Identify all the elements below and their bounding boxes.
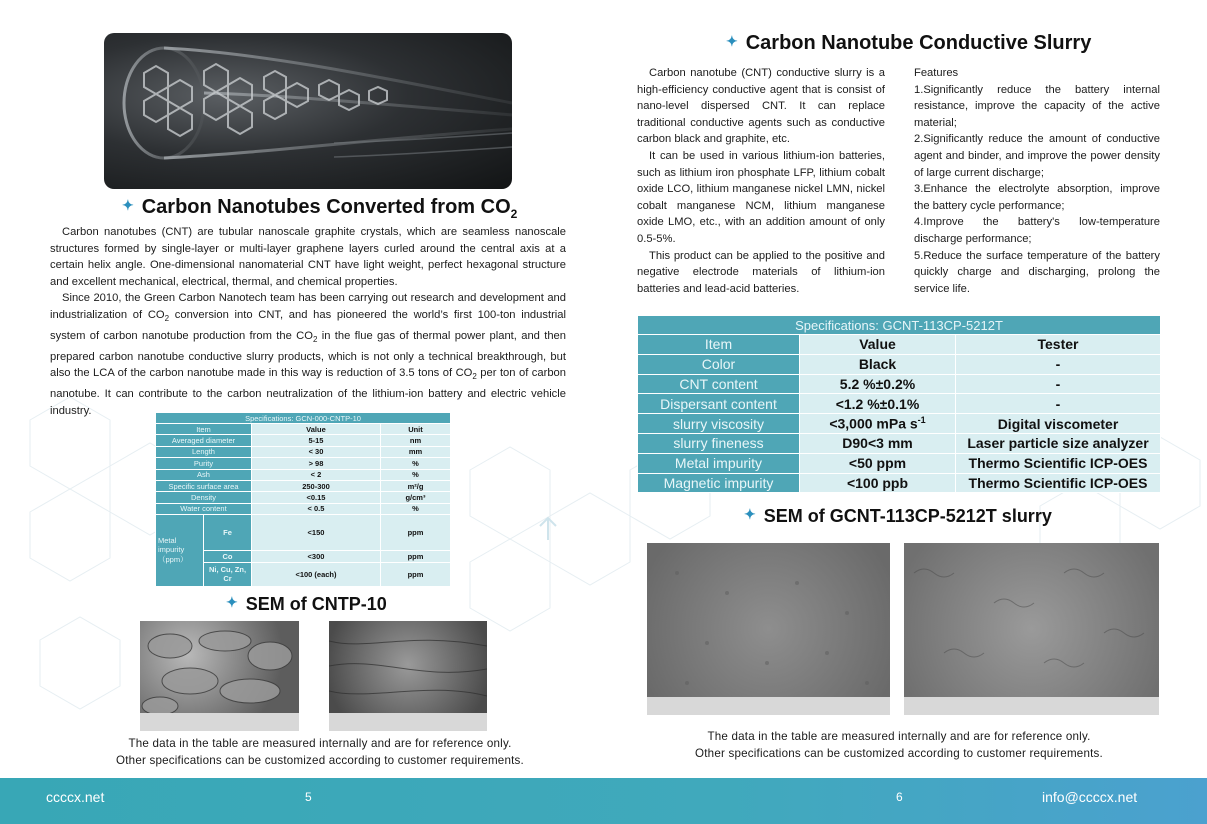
right-page (604, 0, 1207, 778)
intro-paragraph-1: Carbon nanotubes (CNT) are tubular nanoscale graphite crystals, which are seamless nanoscale structures formed by single-layer or multi-layer graphene layers curled around the central axis at a certain helix angle. One-dimensional nanomaterial CNT have light weight, perfect hexagonal structure and excellent mechanical, electrical, thermal, and chemical properties. (50, 226, 566, 288)
sem-image-slurry-1 (647, 543, 890, 715)
header-value: Value (252, 424, 381, 435)
feature-item: 5.Reduce the surface temperature of the battery quickly charge and discharging, prolong the service life. (914, 249, 1160, 295)
table-row: Length < 30 mm (156, 446, 451, 457)
intro-paragraph-2: Since 2010, the Green Carbon Nanotech team has been carrying out research and development and industrialization of $CO_2$ conversion into CNT, and has pioneered the world’s first 100-ton industrial system of carbon nanotube production from the $CO_2$ in the flue gas of thermal power plant, and then prepared carbon nanotube conductive slurry products, which is not only a technical breakthrough, but also the LCA of the carbon nanotube made in this way is reduction of 3.5 tons of $CO_2$ per ton of carbon nanotube. It can contribute to the carbon neutralization of the lithium-ion battery and electric vehicle industry. (50, 292, 566, 417)
feature-item: 3.Enhance the electrolyte absorption, improve the battery cycle performance; (914, 183, 1160, 212)
feature-item: 4.Improve the battery's low-temperature discharge performance; (914, 216, 1160, 245)
metal-impurity-label: Metal impurity （ppm） (156, 515, 204, 586)
table-row: Specific surface area 250-300 m²/g (156, 480, 451, 491)
footer-bar (0, 778, 1207, 824)
star-icon: ✦ (744, 506, 756, 522)
left-page (0, 0, 604, 778)
table-row: Color Black - (638, 354, 1161, 374)
body-paragraph: Carbon nanotube (CNT) conductive slurry is a high-efficiency conductive agent that is consist of nano-level dispersed CNT. It can replace traditional conductive agents such as conductive carbon black and graphite, etc. (637, 67, 885, 146)
left-intro-text (50, 224, 566, 419)
table-row: Ash < 2 % (156, 469, 451, 480)
table-caption: Specifications: GCN-000-CNTP-10 (156, 413, 451, 424)
page-number-left: 5 (305, 790, 312, 804)
sem-info-bar (140, 713, 299, 731)
right-note: The data in the table are measured internally and are for reference only. Other specifications can be customized according to customer requirements. (695, 730, 1103, 760)
table-row: Density <0.15 g/cm³ (156, 492, 451, 503)
carbon-nanotube-hero-image (104, 33, 512, 189)
specs-table-gcnt (637, 315, 1161, 493)
body-paragraph: It can be used in various lithium-ion batteries, such as lithium iron phosphate LFP, lithium cobalt oxide LCO, lithium manganese nickel LMN, nickel cobalt manganese NCM, lithium manganese oxide LMO, etc., with an addition amount of only 0.5-5%. (637, 149, 885, 245)
left-title-text: Carbon Nanotubes Converted from CO (141, 196, 511, 218)
star-icon: ✦ (726, 33, 738, 49)
sem-info-bar (647, 697, 890, 715)
star-icon: ✦ (122, 197, 134, 213)
feature-item: 2.Significantly reduce the amount of conductive agent and binder, and improve the power density of large current discharge; (914, 133, 1160, 179)
table-row: Metal impurity <50 ppm Thermo Scientific ICP-OES (638, 453, 1161, 473)
page-number-right: 6 (896, 790, 903, 804)
sem-image-cntp10-2 (329, 621, 487, 731)
sem-texture (647, 543, 890, 715)
sem-image-cntp10-1 (140, 621, 299, 731)
table-row: slurry viscosity <3,000 mPa $s^{-1}$ Digital viscometer (638, 414, 1161, 434)
left-note: The data in the table are measured internally and are for reference only. Other specifications can be customized according to customer requirements. (116, 737, 524, 767)
table-row: Purity > 98 % (156, 458, 451, 469)
left-title-subscript: 2 (510, 207, 518, 221)
table-row: Co <300 ppm (156, 551, 451, 562)
left-sem-title: ✦ SEM of CNTP-10 (226, 594, 387, 614)
specs-table-cntp10 (155, 412, 451, 587)
sem-info-bar (904, 697, 1159, 715)
footer-website-link[interactable]: ccccx.net (46, 789, 105, 805)
right-body-text (637, 65, 885, 297)
body-paragraph: This product can be applied to the positive and negative electrode materials of lithium-ion batteries and lead-acid batteries. (637, 249, 885, 295)
header-value: Value (800, 335, 956, 355)
nanotube-illustration (104, 33, 512, 189)
left-section-title (122, 196, 517, 221)
features-title: Features (914, 67, 959, 79)
right-sem-title: ✦ SEM of GCNT-113CP-5212T slurry (744, 506, 1052, 526)
sem-info-bar (329, 713, 487, 731)
table-row: CNT content 5.2 %±0.2% - (638, 374, 1161, 394)
table-row: Dispersant content <1.2 %±0.1% - (638, 394, 1161, 414)
sem-texture (904, 543, 1159, 715)
sem-image-slurry-2 (904, 543, 1159, 715)
feature-item: 1.Significantly reduce the battery internal resistance, improve the capacity of the active material; (914, 83, 1160, 129)
header-unit: Unit (380, 424, 450, 435)
footer-email-link[interactable]: info@ccccx.net (1042, 789, 1138, 805)
header-tester: Tester (956, 335, 1161, 355)
table-row: Averaged diameter 5-15 nm (156, 435, 451, 446)
table-row: Ni, Cu, Zn, Cr <100 (each) ppm (156, 562, 451, 586)
table-caption: Specifications: GCNT-113CP-5212T (638, 316, 1161, 335)
header-item: Item (638, 335, 800, 355)
table-row: Water content < 0.5 % (156, 503, 451, 514)
star-icon: ✦ (226, 594, 238, 610)
table-row: Magnetic impurity <100 ppb Thermo Scientific ICP-OES (638, 473, 1161, 493)
header-item: Item (156, 424, 252, 435)
features-list (914, 65, 1160, 297)
right-section-title: ✦ Carbon Nanotube Conductive Slurry (726, 32, 1092, 54)
table-row: slurry fineness D90<3 mm Laser particle size analyzer (638, 433, 1161, 453)
table-row: Metal impurity （ppm） Fe <150 ppm (156, 515, 451, 551)
